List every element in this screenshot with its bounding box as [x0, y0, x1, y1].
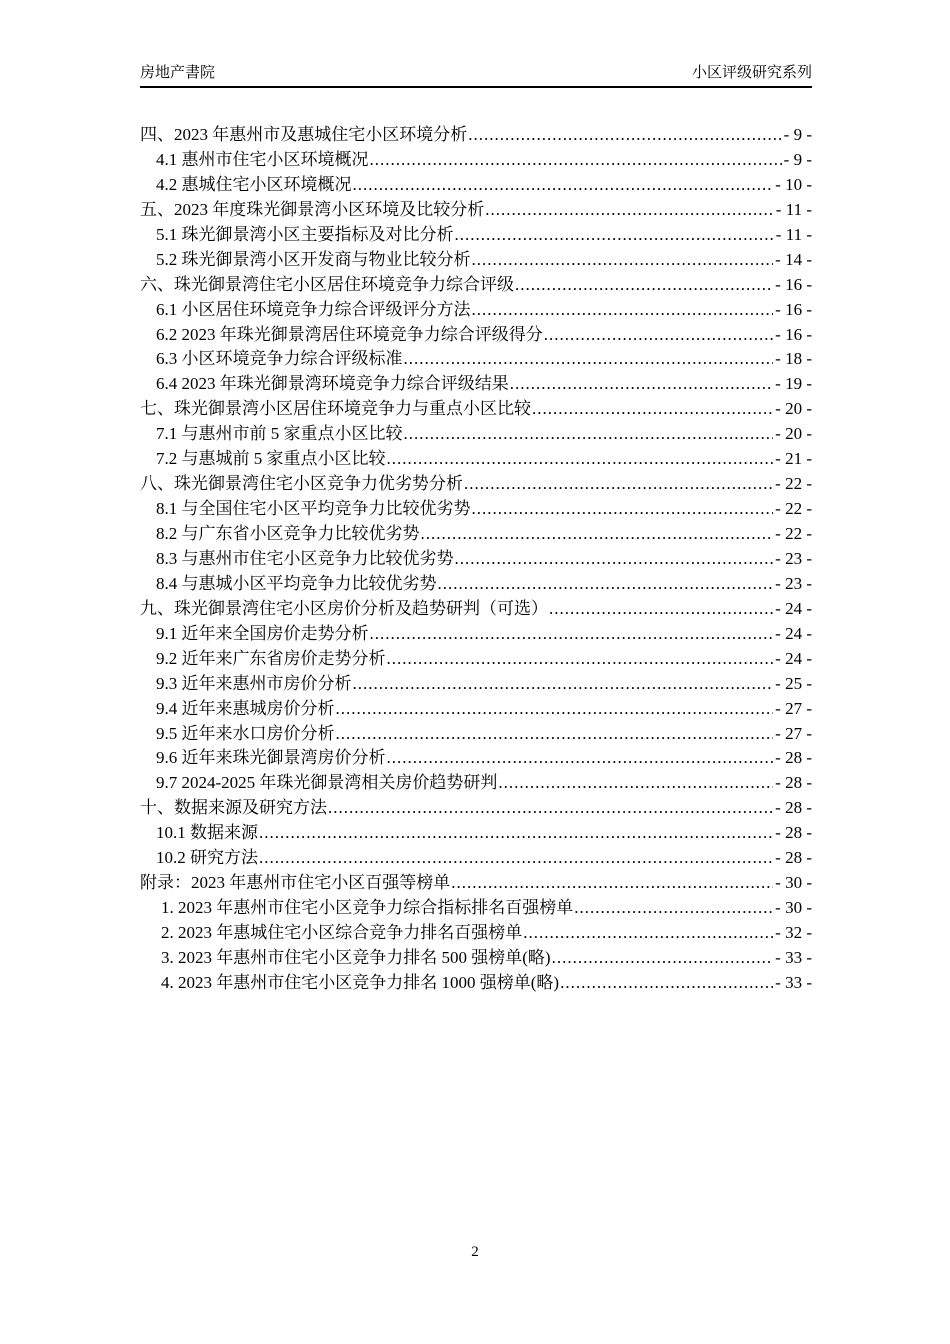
toc-entry-page: - 20 -	[775, 399, 812, 419]
toc-entry-text: 7.1 与惠州市前 5 家重点小区比较	[156, 424, 403, 444]
toc-entry-page: - 23 -	[775, 548, 812, 568]
toc-entry-page: - 28 -	[775, 848, 812, 868]
toc-entry[interactable]	[140, 273, 812, 298]
toc-entry-page: - 22 -	[775, 524, 812, 543]
toc-entry[interactable]	[140, 622, 812, 647]
toc-entry[interactable]	[140, 148, 812, 173]
toc-dot-leader	[336, 697, 774, 722]
toc-dot-leader	[328, 796, 773, 821]
toc-entry[interactable]	[140, 173, 812, 198]
toc-dot-leader	[451, 871, 773, 896]
toc-entry-page: - 19 -	[775, 374, 812, 394]
toc-entry-page: - 16 -	[775, 324, 812, 344]
toc-entry[interactable]	[140, 647, 812, 672]
toc-entry[interactable]	[140, 846, 812, 871]
toc-entry-page: - 20 -	[775, 424, 812, 444]
toc-dot-leader	[387, 746, 774, 771]
toc-entry-page: - 10 -	[775, 174, 812, 194]
toc-dot-leader	[438, 572, 774, 597]
toc-entry[interactable]	[140, 123, 812, 148]
toc-entry-page: - 9 -	[783, 149, 812, 169]
toc-entry[interactable]	[140, 821, 812, 846]
toc-entry-text: 七、珠光御景湾小区居住环境竞争力与重点小区比较	[140, 399, 531, 419]
toc-entry-text: 附录：2023 年惠州市住宅小区百强等榜单	[140, 873, 451, 893]
toc-entry-text: 9.5 近年来水口房价分析	[156, 723, 335, 743]
toc-entry[interactable]	[140, 921, 812, 946]
toc-dot-leader	[552, 946, 774, 971]
toc-dot-leader	[404, 347, 774, 372]
toc-entry[interactable]	[140, 198, 812, 223]
toc-dot-leader	[421, 522, 774, 547]
toc-entry-text: 9.7 2024-2025 年珠光御景湾相关房价趋势研判	[156, 773, 498, 793]
toc-dot-leader	[336, 722, 774, 747]
toc-entry-page: - 30 -	[775, 898, 812, 918]
toc-dot-leader	[404, 422, 774, 447]
toc-entry-page: - 28 -	[775, 823, 812, 843]
page-number: 2	[471, 1244, 479, 1260]
toc-entry-page: - 14 -	[775, 249, 812, 269]
toc-dot-leader	[515, 273, 773, 298]
toc-entry-text: 6.1 小区居住环境竞争力综合评级评分方法	[156, 299, 471, 319]
toc-entry[interactable]	[140, 223, 812, 248]
toc-entry[interactable]	[140, 597, 812, 622]
toc-entry[interactable]	[140, 547, 812, 572]
toc-entry[interactable]	[140, 796, 812, 821]
toc-entry-text: 六、珠光御景湾住宅小区居住环境竞争力综合评级	[140, 274, 514, 294]
toc-entry[interactable]	[140, 347, 812, 372]
toc-entry-text: 9.3 近年来惠州市房价分析	[156, 673, 352, 693]
toc-entry-text: 四、2023 年惠州市及惠城住宅小区环境分析	[140, 125, 468, 144]
toc-dot-leader	[259, 821, 773, 846]
toc-entry-page: - 24 -	[775, 648, 812, 668]
toc-entry-page: - 33 -	[775, 947, 812, 967]
toc-entry-text: 1. 2023 年惠州市住宅小区竞争力综合指标排名百强榜单	[161, 898, 574, 918]
toc-dot-leader	[387, 647, 774, 672]
toc-entry-text: 八、珠光御景湾住宅小区竞争力优劣势分析	[140, 474, 463, 494]
toc-entry[interactable]	[140, 248, 812, 273]
toc-entry-page: - 16 -	[775, 274, 812, 294]
toc-dot-leader	[544, 323, 773, 348]
toc-dot-leader	[510, 372, 773, 397]
toc-entry-text: 5.1 珠光御景湾小区主要指标及对比分析	[156, 224, 454, 244]
toc-entry[interactable]	[140, 447, 812, 472]
toc-entry[interactable]	[140, 722, 812, 747]
toc-entry-page: - 11 -	[775, 199, 812, 219]
toc-entry-text: 五、2023 年度珠光御景湾小区环境及比较分析	[140, 199, 485, 219]
toc-entry[interactable]	[140, 422, 812, 447]
toc-entry-page: - 24 -	[775, 598, 812, 618]
toc-dot-leader	[353, 672, 774, 697]
toc-entry-text: 九、珠光御景湾住宅小区房价分析及趋势研判（可选）	[140, 598, 548, 618]
toc-entry-page: - 9 -	[783, 125, 812, 144]
toc-entry-text: 9.4 近年来惠城房价分析	[156, 698, 335, 718]
toc-dot-leader	[259, 846, 773, 871]
toc-dot-leader	[549, 597, 773, 622]
toc-dot-leader	[523, 921, 773, 946]
toc-entry[interactable]	[140, 946, 812, 971]
toc-entry-text: 6.3 小区环境竞争力综合评级标准	[156, 349, 403, 369]
toc-entry[interactable]	[140, 572, 812, 597]
toc-entry[interactable]	[140, 896, 812, 921]
toc-entry[interactable]	[140, 871, 812, 896]
toc-dot-leader	[574, 896, 773, 921]
toc-entry-text: 8.4 与惠城小区平均竞争力比较优劣势	[156, 573, 437, 593]
toc-entry[interactable]	[140, 672, 812, 697]
toc-dot-leader	[472, 298, 774, 323]
toc-entry-page: - 27 -	[775, 698, 812, 718]
toc-entry[interactable]	[140, 522, 812, 547]
toc-entry-page: - 28 -	[775, 773, 812, 793]
toc-entry-text: 8.2 与广东省小区竞争力比较优劣势	[156, 524, 420, 543]
toc-entry[interactable]	[140, 697, 812, 722]
toc-dot-leader	[353, 173, 774, 198]
header-left-text: 房地产書院	[140, 64, 216, 81]
toc-entry[interactable]	[140, 472, 812, 497]
toc-entry[interactable]	[140, 771, 812, 796]
toc-entry-page: - 33 -	[775, 972, 812, 992]
toc-entry-page: - 28 -	[775, 798, 812, 818]
toc-entry-text: 2. 2023 年惠城住宅小区综合竞争力排名百强榜单	[161, 923, 523, 942]
toc-entry-text: 10.2 研究方法	[156, 848, 258, 868]
toc-entry-page: - 22 -	[775, 474, 812, 494]
table-of-contents	[140, 123, 812, 996]
toc-entry-page: - 32 -	[775, 923, 812, 942]
toc-dot-leader	[464, 472, 773, 497]
toc-entry-text: 6.2 2023 年珠光御景湾居住环境竞争力综合评级得分	[156, 324, 543, 344]
toc-dot-leader	[455, 223, 774, 248]
toc-entry-page: - 11 -	[775, 224, 812, 244]
toc-entry-text: 8.3 与惠州市住宅小区竞争力比较优劣势	[156, 548, 454, 568]
toc-entry-page: - 18 -	[775, 349, 812, 369]
toc-entry-page: - 30 -	[775, 873, 812, 893]
toc-entry-text: 4.1 惠州市住宅小区环境概况	[156, 149, 369, 169]
toc-entry-text: 4.2 惠城住宅小区环境概况	[156, 174, 352, 194]
toc-entry[interactable]	[140, 971, 812, 996]
toc-dot-leader	[498, 771, 773, 796]
page-header	[140, 64, 812, 88]
toc-dot-leader	[560, 971, 773, 996]
toc-dot-leader	[455, 547, 774, 572]
toc-entry-page: - 22 -	[775, 499, 812, 519]
toc-dot-leader	[370, 148, 782, 173]
toc-entry-page: - 21 -	[775, 449, 812, 469]
toc-dot-leader	[472, 248, 774, 273]
toc-entry[interactable]	[140, 397, 812, 422]
header-right-text: 小区评级研究系列	[691, 64, 812, 81]
toc-dot-leader	[532, 397, 773, 422]
toc-entry-text: 4. 2023 年惠州市住宅小区竞争力排名 1000 强榜单(略)	[161, 972, 560, 992]
toc-entry-page: - 28 -	[775, 748, 812, 768]
toc-entry[interactable]	[140, 298, 812, 323]
toc-entry-page: - 24 -	[775, 623, 812, 643]
toc-entry-text: 9.1 近年来全国房价走势分析	[156, 623, 369, 643]
toc-dot-leader	[472, 497, 774, 522]
toc-entry[interactable]	[140, 497, 812, 522]
toc-dot-leader	[387, 447, 774, 472]
toc-entry-text: 9.2 近年来广东省房价走势分析	[156, 648, 386, 668]
toc-entry-text: 10.1 数据来源	[156, 823, 258, 843]
toc-entry-text: 6.4 2023 年珠光御景湾环境竞争力综合评级结果	[156, 374, 509, 394]
toc-entry-text: 3. 2023 年惠州市住宅小区竞争力排名 500 强榜单(略)	[161, 947, 551, 967]
toc-entry-page: - 23 -	[775, 573, 812, 593]
toc-dot-leader	[468, 123, 781, 148]
toc-dot-leader	[485, 198, 774, 223]
toc-entry-text: 十、数据来源及研究方法	[140, 798, 327, 818]
toc-entry-page: - 25 -	[775, 673, 812, 693]
page-footer	[0, 1244, 950, 1261]
toc-entry-text: 7.2 与惠城前 5 家重点小区比较	[156, 449, 386, 469]
toc-entry[interactable]	[140, 323, 812, 348]
toc-entry-page: - 27 -	[775, 723, 812, 743]
toc-dot-leader	[370, 622, 774, 647]
toc-entry[interactable]	[140, 746, 812, 771]
toc-entry[interactable]	[140, 372, 812, 397]
toc-entry-text: 5.2 珠光御景湾小区开发商与物业比较分析	[156, 249, 471, 269]
toc-entry-text: 8.1 与全国住宅小区平均竞争力比较优劣势	[156, 499, 471, 519]
toc-entry-text: 9.6 近年来珠光御景湾房价分析	[156, 748, 386, 768]
toc-entry-page: - 16 -	[775, 299, 812, 319]
